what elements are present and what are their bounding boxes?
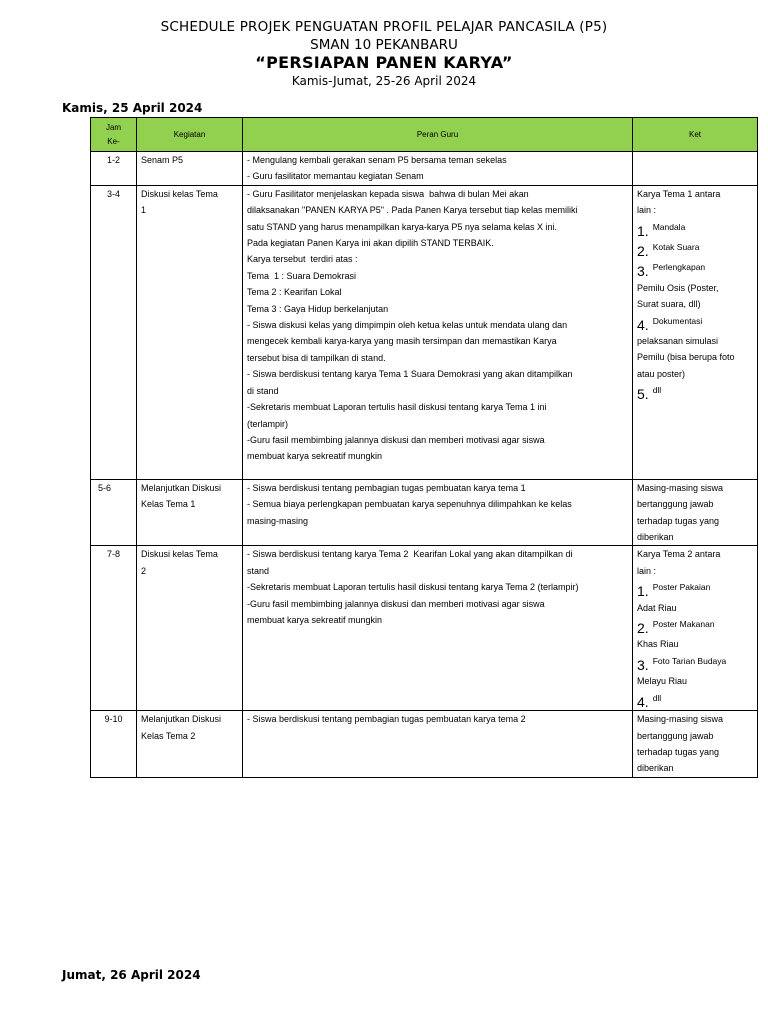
peran-line: - Guru fasilitator memantau kegiatan Senam: [247, 171, 424, 182]
peran-line: Pada kegiatan Panen Karya ini akan dipilih STAND TERBAIK.: [247, 238, 494, 249]
peran-line: -Sekretaris membuat Laporan tertulis hasil diskusi tentang karya Tema 1 ini: [247, 402, 547, 413]
peran-line: (terlampir): [247, 418, 289, 429]
table-header-row: [91, 118, 758, 152]
peran-line: Karya tersebut terdiri atas :: [247, 254, 358, 265]
cell-peran-guru: [243, 546, 633, 711]
ket-item-text: Khas Riau: [637, 639, 679, 650]
peran-line: - Siswa diskusi kelas yang dimpimpin oleh ketua kelas untuk mendata ulang dan: [247, 320, 568, 331]
ket-item-number: 2.: [637, 620, 649, 637]
peran-line: satu STAND yang harus menampilkan karya-karya P5 nya selama kelas X ini.: [247, 221, 557, 232]
ket-item-number: 4.: [637, 316, 649, 333]
peran-line: - Siswa berdiskusi tentang karya Tema 2 Kearifan Lokal yang akan ditampilkan di: [247, 549, 573, 560]
ket-line: lain :: [637, 565, 657, 576]
cell-ket: [633, 185, 758, 479]
cell-peran-guru: [243, 479, 633, 546]
peran-line: - Semua biaya perlengkapan pembuatan karya sepenuhnya dilimpahkan ke kelas: [247, 499, 572, 510]
kegiatan-line: Diskusi kelas Tema: [141, 549, 218, 560]
peran-line: di stand: [247, 385, 279, 396]
kegiatan-line: Diskusi kelas Tema: [141, 188, 218, 199]
table-row: [91, 185, 758, 479]
table-row: [91, 479, 758, 546]
ket-item-text: Perlengkapan: [652, 262, 706, 273]
ket-item-text: Pemilu (bisa berupa foto: [637, 352, 735, 363]
cell-jam: 3-4: [91, 185, 137, 479]
peran-line: Tema 2 : Kearifan Lokal: [247, 287, 342, 298]
ket-list-item: [637, 579, 753, 616]
cell-kegiatan: [137, 546, 243, 711]
ket-item-text: dll: [652, 385, 662, 396]
school-name: SMAN 10 PEKANBARU: [310, 37, 458, 53]
ket-item-text: dll: [652, 692, 662, 703]
day-label-kamis: Kamis, 25 April 2024: [62, 101, 203, 115]
header-kegiatan: Kegiatan: [137, 118, 243, 152]
cell-jam: 5-6: [91, 479, 137, 546]
cell-ket: [633, 711, 758, 778]
peran-line: Tema 1 : Suara Demokrasi: [247, 270, 357, 281]
ket-item-text: Surat suara, dll): [637, 299, 701, 310]
peran-line: - Guru Fasilitator menjelaskan kepada siswa bahwa di bulan Mei akan: [247, 188, 529, 199]
ket-item-number: 3.: [637, 656, 649, 673]
kegiatan-line: Senam P5: [141, 155, 184, 165]
header-ket: Ket: [633, 118, 758, 152]
ket-item-text: Kotak Suara: [652, 242, 700, 253]
peran-line: -Sekretaris membuat Laporan tertulis hasil diskusi tentang karya Tema 2 (terlampir): [247, 582, 579, 593]
kegiatan-line: Melanjutkan Diskusi: [141, 714, 222, 725]
kegiatan-line: Kelas Tema 1: [141, 499, 196, 510]
ket-list-item: [637, 259, 753, 312]
peran-line: - Siswa berdiskusi tentang karya Tema 1 Suara Demokrasi yang akan ditampilkan: [247, 369, 573, 380]
cell-peran-guru: [243, 152, 633, 186]
ket-line: Karya Tema 2 antara: [637, 549, 721, 560]
ket-item-number: 2.: [637, 243, 649, 260]
cell-ket: [633, 152, 758, 186]
ket-list-item: [637, 219, 753, 239]
ket-item-text: Dokumentasi: [652, 315, 703, 326]
cell-kegiatan: [137, 152, 243, 186]
ket-line: Masing-masing siswa: [637, 714, 724, 725]
ket-item-text: Adat Riau: [637, 602, 677, 613]
ket-item-number: 1.: [637, 222, 649, 239]
peran-line: -Guru fasil membimbing jalannya diskusi dan memberi motivasi agar siswa: [247, 598, 545, 609]
ket-item-text: pelaksanan simulasi: [637, 336, 719, 347]
peran-line: - Mengulang kembali gerakan senam P5 bersama teman sekelas: [247, 155, 507, 165]
ket-item-text: Mandala: [652, 221, 686, 232]
ket-item-text: Poster Makanan: [652, 619, 715, 630]
ket-item-number: 1.: [637, 583, 649, 600]
ket-line: bertanggung jawab: [637, 730, 714, 741]
cell-kegiatan: [137, 711, 243, 778]
cell-jam: 9-10: [91, 711, 137, 778]
ket-line: diberikan: [637, 763, 674, 774]
peran-line: - Siswa berdiskusi tentang pembagian tugas pembuatan karya tema 1: [247, 482, 526, 493]
ket-item-text: Melayu Riau: [637, 676, 688, 687]
ket-line: Masing-masing siswa: [637, 482, 724, 493]
cell-jam: 7-8: [91, 546, 137, 711]
ket-item-text: Foto Tarian Budaya: [652, 655, 727, 666]
ket-line: bertanggung jawab: [637, 499, 714, 510]
ket-item-number: 4.: [637, 693, 649, 710]
ket-line: terhadap tugas yang: [637, 746, 720, 757]
peran-line: membuat karya sekreatif mungkin: [247, 615, 383, 626]
peran-line: masing-masing: [247, 515, 309, 526]
peran-line: Tema 3 : Gaya Hidup berkelanjutan: [247, 303, 389, 314]
kegiatan-line: Melanjutkan Diskusi: [141, 482, 222, 493]
ket-line: terhadap tugas yang: [637, 515, 720, 526]
event-date: Kamis-Jumat, 25-26 April 2024: [291, 74, 477, 88]
header-peran-guru: Peran Guru: [243, 118, 633, 152]
peran-line: -Guru fasil membimbing jalannya diskusi dan memberi motivasi agar siswa: [247, 434, 545, 445]
ket-list-item: [637, 313, 753, 383]
header-jam: Jam Ke-: [91, 118, 137, 152]
ket-line: diberikan: [637, 532, 674, 543]
peran-line: mengecek kembali karya-karya yang masih tersimpan dan memastikan Karya: [247, 336, 557, 347]
ket-item-text: Poster Pakaian: [652, 582, 711, 593]
ket-item-number: 5.: [637, 386, 649, 403]
peran-line: stand: [247, 565, 270, 576]
ket-list-item: [637, 690, 753, 710]
ket-item-text: Pemilu Osis (Poster,: [637, 282, 719, 293]
ket-list-item: [637, 239, 753, 259]
ket-list-item: [637, 382, 753, 402]
cell-kegiatan: [137, 479, 243, 546]
table-row: [91, 152, 758, 186]
peran-line: - Siswa berdiskusi tentang pembagian tugas pembuatan karya tema 2: [247, 714, 526, 725]
event-title: “PERSIAPAN PANEN KARYA”: [255, 53, 513, 72]
ket-item-number: 3.: [637, 263, 649, 280]
table-row: [91, 546, 758, 711]
peran-line: tersebut bisa di tampilkan di stand.: [247, 352, 386, 363]
ket-list-item: [637, 653, 753, 690]
cell-peran-guru: [243, 711, 633, 778]
cell-kegiatan: [137, 185, 243, 479]
cell-jam: 1-2: [91, 152, 137, 186]
cell-ket: [633, 546, 758, 711]
schedule-table: [90, 117, 758, 778]
table-row: [91, 711, 758, 778]
peran-line: dilaksanakan "PANEN KARYA P5" . Pada Panen Karya tersebut tiap kelas memiliki: [247, 205, 578, 216]
cell-ket: [633, 479, 758, 546]
ket-line: lain :: [637, 205, 657, 216]
day-label-jumat: Jumat, 26 April 2024: [62, 968, 201, 982]
peran-line: membuat karya sekreatif mungkin: [247, 451, 383, 462]
document-title-line1: SCHEDULE PROJEK PENGUATAN PROFIL PELAJAR PANCASILA (P5): [160, 19, 608, 35]
cell-peran-guru: [243, 185, 633, 479]
kegiatan-line: 2: [141, 565, 147, 576]
ket-line: Karya Tema 1 antara: [637, 188, 721, 199]
ket-item-text: atau poster): [637, 368, 686, 379]
kegiatan-line: 1: [141, 205, 147, 216]
kegiatan-line: Kelas Tema 2: [141, 730, 196, 741]
ket-list-item: [637, 616, 753, 653]
